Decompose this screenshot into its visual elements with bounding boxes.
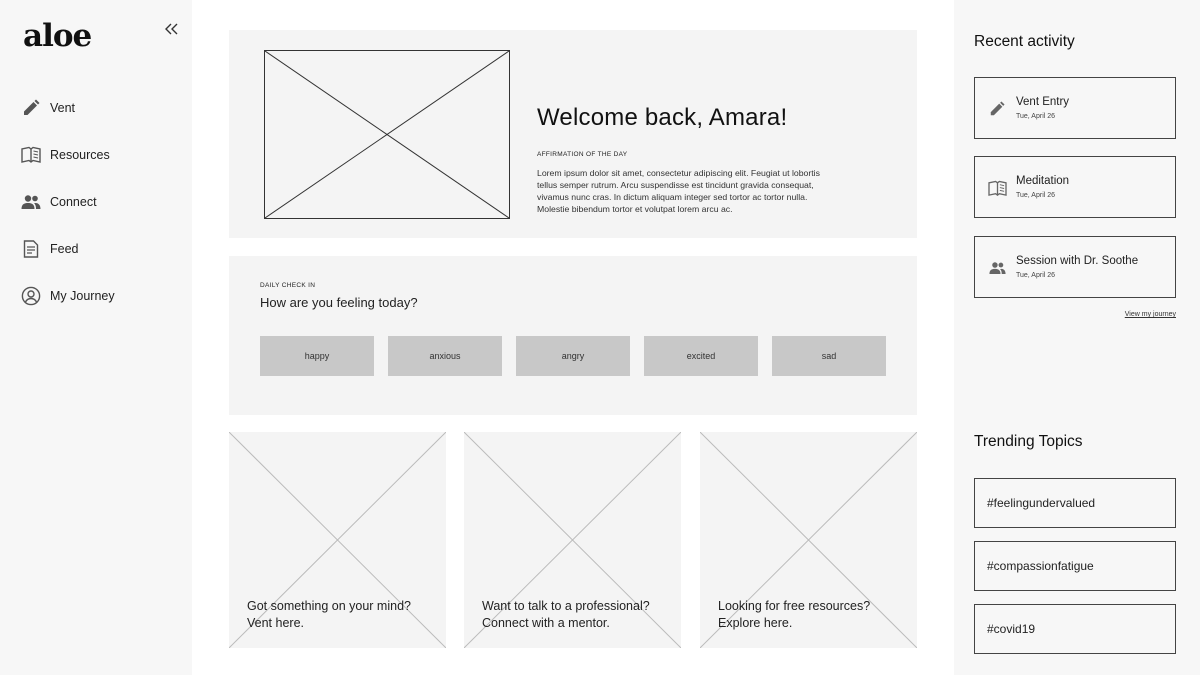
activity-title: Meditation (1016, 175, 1070, 187)
activity-item-vent-entry[interactable] (974, 77, 1176, 139)
card-text (718, 598, 870, 632)
checkin-label: DAILY CHECK IN (260, 282, 316, 289)
mood-button-happy[interactable]: happy (260, 336, 374, 376)
sidebar-nav (0, 84, 192, 319)
card-line-1: Want to talk to a professional? (482, 599, 650, 613)
view-my-journey-link[interactable]: View my journey (1124, 311, 1176, 318)
checkin-question: How are you feeling today? (260, 295, 418, 310)
sidebar (0, 0, 192, 675)
daily-checkin-panel (229, 256, 917, 415)
activity-item-meditation[interactable] (974, 156, 1176, 218)
card-text (482, 598, 650, 632)
sidebar-item-my-journey[interactable] (0, 272, 192, 319)
app-logo[interactable]: aloe (23, 18, 92, 54)
mood-button-angry[interactable]: angry (516, 336, 630, 376)
activity-date: Tue, April 26 (1016, 272, 1056, 279)
vent-card[interactable] (229, 432, 446, 648)
affirmation-text: Lorem ipsum dolor sit amet, consectetur adipiscing elit. Feugiat ut lobortis tellus semper rutrum. Arcu suspendisse est tincidunt gravida consequat, vivamus nunc cras. In dictum aliquam integer sed tortor ac tortor nulla. Molestie bibendum tortor et volutpat lorem arcu ac. (537, 168, 820, 214)
card-line-1: Got something on your mind? (247, 599, 411, 613)
double-chevron-left-icon[interactable] (162, 19, 180, 39)
document-icon (21, 239, 41, 259)
trending-topic[interactable]: #feelingundervalued (974, 478, 1176, 528)
right-panel (954, 0, 1200, 675)
sidebar-item-connect[interactable] (0, 178, 192, 225)
affirmation-label: AFFIRMATION OF THE DAY (537, 151, 628, 158)
activity-item-session[interactable] (974, 236, 1176, 298)
pencil-icon (21, 98, 41, 118)
card-line-2: Explore here. (718, 616, 793, 630)
card-line-1: Looking for free resources? (718, 599, 871, 613)
mood-options (260, 336, 886, 376)
user-circle-icon (21, 286, 41, 306)
sidebar-item-resources[interactable] (0, 131, 192, 178)
pencil-icon (987, 99, 1007, 119)
card-line-2: Connect with a mentor. (482, 616, 610, 630)
people-icon (21, 192, 41, 212)
sidebar-item-label: Vent (50, 100, 76, 115)
resources-card[interactable] (700, 432, 917, 648)
mood-button-excited[interactable]: excited (644, 336, 758, 376)
welcome-panel (229, 30, 917, 238)
sidebar-item-feed[interactable] (0, 225, 192, 272)
book-icon (21, 145, 41, 165)
sidebar-item-label: Resources (50, 147, 110, 162)
sidebar-item-label: Feed (50, 241, 79, 256)
sidebar-item-label: My Journey (50, 288, 115, 303)
sidebar-item-vent[interactable] (0, 84, 192, 131)
image-placeholder (264, 50, 510, 219)
welcome-title: Welcome back, Amara! (537, 104, 788, 131)
connect-card[interactable] (464, 432, 681, 648)
trending-topic[interactable]: #compassionfatigue (974, 541, 1176, 591)
feature-cards (229, 432, 917, 648)
trending-topic[interactable]: #covid19 (974, 604, 1176, 654)
activity-title: Session with Dr. Soothe (1016, 255, 1139, 267)
main-content (192, 0, 954, 675)
trending-topics-title: Trending Topics (974, 433, 1083, 450)
book-icon (987, 178, 1007, 198)
people-icon (987, 258, 1007, 278)
mood-button-sad[interactable]: sad (772, 336, 886, 376)
sidebar-item-label: Connect (50, 194, 97, 209)
mood-button-anxious[interactable]: anxious (388, 336, 502, 376)
recent-activity-title: Recent activity (974, 33, 1075, 50)
card-line-2: Vent here. (247, 616, 304, 630)
card-text (247, 598, 411, 632)
activity-date: Tue, April 26 (1016, 113, 1056, 120)
activity-date: Tue, April 26 (1016, 192, 1056, 199)
activity-title: Vent Entry (1016, 96, 1070, 108)
